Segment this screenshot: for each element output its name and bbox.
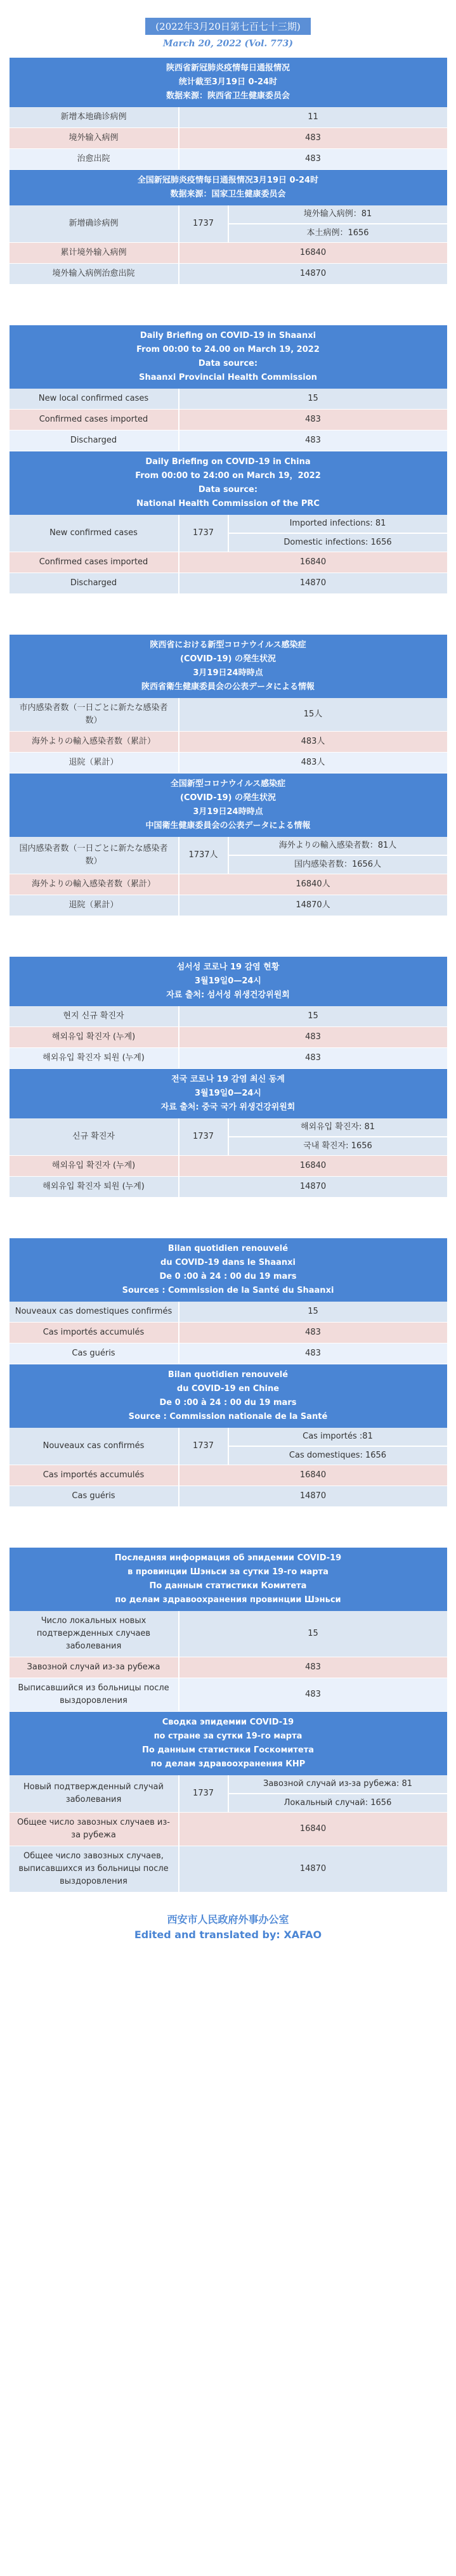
- fr-row-label: Cas importés accumulés: [42, 1328, 145, 1337]
- cn-row-value: 483: [178, 149, 447, 169]
- cn-shaanxi-title-line: 数据来源：陕西省卫生健康委员会: [166, 91, 290, 101]
- kr-new-breakdown: [228, 1118, 447, 1155]
- kr-shaanxi-title-line: 섬서성 코로나 19 감염 현황: [176, 962, 280, 972]
- cn-row-value: 16840: [178, 243, 447, 263]
- fr-shaanxi-block: [10, 1238, 447, 1364]
- fr-row-value: 14870: [178, 1486, 447, 1506]
- section-cn: [10, 58, 447, 285]
- ru-row-label: Выписавшийся из больницы после выздоровления: [18, 1683, 169, 1705]
- ru-row-value: 15: [178, 1611, 447, 1657]
- fr-china-title-line: Bilan quotidien renouvelé: [167, 1370, 289, 1380]
- kr-china-title-line: 전국 코로나 19 감염 최신 동계: [171, 1075, 285, 1084]
- en-china-block: [10, 451, 447, 594]
- cn-imported: 境外输入病例：81: [229, 205, 447, 224]
- cn-china-row: [10, 264, 447, 285]
- fr-row-label: Cas guéris: [72, 1349, 115, 1358]
- ru-china-row: [10, 1846, 447, 1893]
- section-jp: [10, 594, 447, 916]
- kr-imported: 해외유입 확진자: 81: [229, 1118, 447, 1137]
- jp-new-breakdown: [228, 837, 447, 874]
- ru-china-new-row: [10, 1775, 447, 1813]
- kr-china-header: [10, 1069, 447, 1118]
- kr-shaanxi-row: [10, 1048, 447, 1069]
- ru-row-label: Общее число завозных случаев, выписавшихся из больницы после выздоровления: [18, 1851, 169, 1886]
- ru-china-header: [10, 1712, 447, 1775]
- fr-row-value: 15: [178, 1302, 447, 1322]
- kr-row-value: 16840: [178, 1156, 447, 1176]
- en-china-title-line: National Health Commission of the PRC: [136, 499, 320, 508]
- kr-china-new-row: [10, 1118, 447, 1156]
- section-en: [10, 285, 447, 594]
- en-china-new-row: [10, 515, 447, 552]
- kr-shaanxi-title-line: 3월19일0—24시: [195, 976, 261, 986]
- ru-new-breakdown: [228, 1775, 447, 1812]
- fr-china-row: [10, 1465, 447, 1486]
- fr-china-title-line: De 0 :00 à 24 : 00 du 19 mars: [159, 1398, 297, 1408]
- kr-row-value: 483: [178, 1048, 447, 1068]
- section-fr: [10, 1198, 447, 1507]
- en-shaanxi-title-line: From 00:00 to 24.00 on March 19, 2022: [136, 345, 320, 354]
- fr-shaanxi-row: [10, 1302, 447, 1323]
- en-row-label: Discharged: [70, 436, 117, 445]
- en-new-total: 1737: [178, 515, 228, 552]
- jp-row-label: 海外よりの輸入感染者数（累計）: [31, 879, 155, 889]
- ru-china-row: [10, 1813, 447, 1846]
- kr-shaanxi-block: [10, 957, 447, 1069]
- gap-jp: [10, 594, 447, 626]
- jp-row-label: 退院（累計）: [68, 900, 119, 910]
- ru-imported: Завозной случай из-за рубежа: 81: [229, 1775, 447, 1794]
- jp-row-label: 市内感染者数（一日ごとに新たな感染者数）: [19, 703, 168, 725]
- kr-new-label: 신규 확진자: [72, 1132, 115, 1141]
- jp-imported: 海外よりの輸入感染者数：81人: [229, 837, 447, 856]
- kr-row-value: 15: [178, 1006, 447, 1026]
- kr-row-label: 해외유입 확진자 퇴원 (누계): [42, 1053, 145, 1063]
- fr-row-value: 16840: [178, 1465, 447, 1485]
- ru-row-value: 16840: [178, 1813, 447, 1846]
- fr-china-new-row: [10, 1428, 447, 1465]
- en-china-title-line: Data source:: [198, 485, 258, 495]
- fr-china-block: [10, 1364, 447, 1507]
- jp-local: 国内感染者数：1656人: [294, 860, 382, 869]
- jp-china-row: [10, 874, 447, 895]
- jp-china-title-line: 全国新型コロナウイルス感染症: [170, 779, 286, 789]
- jp-row-value: 16840人: [178, 874, 447, 895]
- fr-shaanxi-row: [10, 1323, 447, 1343]
- kr-row-label: 현지 신규 확진자: [63, 1011, 124, 1021]
- fr-china-row: [10, 1486, 447, 1507]
- jp-new-label: 国内感染者数（一日ごとに新たな感染者数）: [19, 844, 168, 866]
- cn-row-label: 境外输入病例治愈出院: [52, 269, 135, 278]
- jp-row-value: 15人: [178, 698, 447, 731]
- en-local: Domestic infections: 1656: [283, 538, 392, 547]
- en-shaanxi-block: [10, 325, 447, 451]
- kr-row-label: 해외유입 확진자 퇴원 (누계): [42, 1182, 145, 1191]
- fr-shaanxi-title-line: Sources : Commission de la Santé du Shaanxi: [122, 1286, 334, 1295]
- kr-shaanxi-header: [10, 957, 447, 1006]
- ru-shaanxi-title-line: По данным статистики Комитета: [149, 1581, 307, 1591]
- en-row-value: 16840: [178, 552, 447, 573]
- ru-shaanxi-row: [10, 1657, 447, 1678]
- fr-shaanxi-title-line: Bilan quotidien renouvelé: [167, 1244, 289, 1253]
- fr-shaanxi-title-line: du COVID-19 dans le Shaanxi: [160, 1258, 296, 1267]
- kr-china-title-line: 3월19일0—24시: [195, 1089, 261, 1098]
- jp-row-value: 14870人: [178, 895, 447, 916]
- fr-imported: Cas importés :81: [229, 1428, 447, 1447]
- cn-china-row: [10, 243, 447, 264]
- kr-shaanxi-row: [10, 1006, 447, 1027]
- cn-china-title-line: 数据来源：国家卫生健康委员会: [170, 190, 286, 199]
- jp-shaanxi-title-line: 3月19日24時時点: [193, 668, 263, 678]
- en-shaanxi-title-line: Daily Briefing on COVID-19 in Shaanxi: [140, 331, 316, 340]
- cn-new-label: 新增确诊病例: [68, 219, 119, 228]
- cn-row-value: 14870: [178, 264, 447, 284]
- kr-shaanxi-row: [10, 1027, 447, 1048]
- fr-china-title-line: du COVID-19 en Chine: [176, 1384, 280, 1394]
- fr-row-label: Nouveaux cas domestiques confirmés: [15, 1307, 173, 1316]
- jp-china-new-row: [10, 837, 447, 874]
- en-china-title-line: From 00:00 to 24:00 on March 19，2022: [135, 471, 321, 481]
- en-new-label: New confirmed cases: [49, 528, 138, 538]
- cn-shaanxi-row: [10, 107, 447, 128]
- jp-row-value: 483人: [178, 753, 447, 773]
- jp-shaanxi-row: [10, 732, 447, 753]
- en-shaanxi-header: [10, 325, 447, 389]
- kr-row-value: 483: [178, 1027, 447, 1047]
- jp-row-value: 483人: [178, 732, 447, 752]
- section-kr: [10, 916, 447, 1198]
- jp-shaanxi-title-line: (COVID-19) の発生状況: [179, 654, 277, 664]
- cn-row-label: 境外输入病例: [68, 133, 119, 143]
- cn-shaanxi-header: [10, 58, 447, 107]
- cn-shaanxi-row: [10, 149, 447, 170]
- en-imported: Imported infections: 81: [229, 515, 447, 534]
- fr-china-header: [10, 1364, 447, 1428]
- section-ru: [10, 1507, 447, 1893]
- cn-shaanxi-title-line: 统计截至3月19日 0-24时: [178, 77, 278, 87]
- en-new-breakdown: [228, 515, 447, 552]
- en-china-row: [10, 573, 447, 594]
- ru-shaanxi-block: [10, 1548, 447, 1712]
- fr-china-title-line: Source : Commission nationale de la Santé: [128, 1412, 328, 1421]
- ru-row-label: Число локальных новых подтвержденных случаев заболевания: [36, 1616, 151, 1651]
- cn-row-label: 累计境外输入病例: [60, 248, 127, 257]
- ru-shaanxi-title-line: Последняя информация об эпидемии COVID-19: [114, 1553, 342, 1563]
- ru-china-block: [10, 1712, 447, 1893]
- issue-label: (2022年3月20日第七百七十三期): [145, 18, 311, 35]
- en-row-label: New local confirmed cases: [38, 394, 149, 403]
- issue-date: March 20, 2022 (Vol. 773): [162, 39, 294, 49]
- en-row-value: 483: [178, 430, 447, 451]
- jp-china-title-line: (COVID-19) の発生状況: [179, 793, 277, 803]
- cn-china-header: [10, 170, 447, 205]
- jp-china-block: [10, 773, 447, 916]
- footer: [0, 1912, 456, 1953]
- jp-shaanxi-title-line: 陝西省衛生健康委員会の公表データによる情報: [141, 682, 315, 692]
- cn-china-block: [10, 170, 447, 285]
- en-row-value: 483: [178, 410, 447, 430]
- kr-shaanxi-title-line: 자료 출처: 섬서성 위생건강위원회: [166, 990, 290, 1000]
- fr-row-value: 483: [178, 1323, 447, 1343]
- en-row-value: 15: [178, 389, 447, 409]
- en-shaanxi-row: [10, 389, 447, 410]
- en-shaanxi-row: [10, 430, 447, 451]
- fr-row-label: Cas guéris: [72, 1491, 115, 1501]
- ru-row-value: 483: [178, 1657, 447, 1678]
- gap-ru: [10, 1507, 447, 1539]
- en-row-value: 14870: [178, 573, 447, 593]
- kr-row-value: 14870: [178, 1177, 447, 1197]
- kr-china-row: [10, 1177, 447, 1198]
- gap-kr: [10, 916, 447, 948]
- kr-new-total: 1737: [178, 1118, 228, 1155]
- fr-shaanxi-header: [10, 1238, 447, 1302]
- ru-local: Локальный случай: 1656: [283, 1798, 392, 1808]
- ru-china-title-line: Сводка эпидемии COVID-19: [162, 1718, 294, 1727]
- ru-shaanxi-row: [10, 1678, 447, 1712]
- kr-china-title-line: 자료 출처: 중국 국가 위생건강위원회: [160, 1103, 296, 1112]
- ru-china-title-line: По данным статистики Госкомитета: [141, 1745, 314, 1755]
- jp-new-total: 1737人: [178, 837, 228, 874]
- cn-new-breakdown: [228, 205, 447, 242]
- ru-shaanxi-title-line: по делам здравоохранения провинции Шэньси: [115, 1595, 341, 1605]
- en-china-row: [10, 552, 447, 573]
- ru-china-title-line: по делам здравоохранения КНР: [150, 1759, 306, 1769]
- kr-china-row: [10, 1156, 447, 1177]
- fr-new-total: 1737: [178, 1428, 228, 1465]
- sections: [0, 58, 456, 1893]
- kr-row-label: 해외유입 확진자 (누계): [51, 1032, 136, 1042]
- fr-shaanxi-row: [10, 1343, 447, 1364]
- ru-row-value: 14870: [178, 1846, 447, 1892]
- jp-row-label: 退院（累計）: [68, 758, 119, 767]
- cn-row-label: 治愈出院: [77, 154, 110, 164]
- en-row-label: Confirmed cases imported: [39, 557, 148, 567]
- en-shaanxi-row: [10, 410, 447, 430]
- cn-row-label: 新增本地确诊病例: [60, 112, 127, 122]
- jp-china-row: [10, 895, 447, 916]
- en-shaanxi-title-line: Data source:: [198, 359, 258, 368]
- ru-new-total: 1737: [178, 1775, 228, 1812]
- gap-fr: [10, 1198, 447, 1229]
- fr-new-breakdown: [228, 1428, 447, 1465]
- cn-row-value: 483: [178, 128, 447, 148]
- jp-row-label: 海外よりの輸入感染者数（累計）: [31, 737, 155, 746]
- ru-shaanxi-header: [10, 1548, 447, 1611]
- jp-china-title-line: 中国衛生健康委員会の公表データによる情報: [145, 821, 311, 831]
- fr-row-label: Cas importés accumulés: [42, 1470, 145, 1480]
- jp-china-title-line: 3月19日24時時点: [193, 807, 263, 817]
- jp-shaanxi-header: [10, 635, 447, 698]
- en-shaanxi-title-line: Shaanxi Provincial Health Commission: [139, 373, 317, 382]
- cn-row-value: 11: [178, 107, 447, 127]
- cn-new-total: 1737: [178, 205, 228, 242]
- fr-local: Cas domestiques: 1656: [289, 1451, 387, 1460]
- cn-local: 本土病例：1656: [306, 228, 369, 238]
- cn-shaanxi-block: [10, 58, 447, 170]
- jp-shaanxi-title-line: 陝西省における新型コロナウイルス感染症: [150, 640, 306, 650]
- en-china-title-line: Daily Briefing on COVID-19 in China: [145, 457, 311, 467]
- cn-china-title-line: 全国新冠肺炎疫情每日通报情况3月19日 0-24时: [137, 176, 319, 185]
- cn-china-new-row: [10, 205, 447, 243]
- en-row-label: Confirmed cases imported: [39, 415, 148, 424]
- footer-office: 西安市人民政府外事办公室: [167, 1913, 289, 1926]
- fr-new-label: Nouveaux cas confirmés: [42, 1441, 145, 1451]
- footer-credit: Edited and translated by: XAFAO: [134, 1929, 322, 1941]
- en-row-label: Discharged: [70, 578, 117, 588]
- ru-shaanxi-row: [10, 1611, 447, 1657]
- jp-shaanxi-row: [10, 698, 447, 732]
- kr-row-label: 해외유입 확진자 (누계): [51, 1161, 136, 1170]
- ru-china-title-line: по стране за сутки 19-го марта: [153, 1731, 303, 1741]
- ru-row-label: Завозной случай из-за рубежа: [27, 1662, 160, 1672]
- cn-shaanxi-row: [10, 128, 447, 149]
- fr-row-value: 483: [178, 1343, 447, 1364]
- en-china-header: [10, 451, 447, 515]
- cn-shaanxi-title-line: 陕西省新冠肺炎疫情每日通报情况: [166, 63, 290, 73]
- issue-header: [0, 18, 456, 49]
- gap-en: [10, 285, 447, 316]
- kr-china-block: [10, 1069, 447, 1198]
- jp-shaanxi-row: [10, 753, 447, 773]
- fr-shaanxi-title-line: De 0 :00 à 24 : 00 du 19 mars: [159, 1272, 297, 1281]
- jp-china-header: [10, 773, 447, 837]
- ru-shaanxi-title-line: в провинции Шэньси за сутки 19-го марта: [127, 1567, 329, 1577]
- ru-row-value: 483: [178, 1678, 447, 1711]
- ru-row-label: Общее число завозных случаев из-за рубежа: [17, 1818, 170, 1840]
- ru-new-label: Новый подтвержденный случай заболевания: [23, 1782, 164, 1804]
- kr-local: 국내 확진자: 1656: [303, 1141, 372, 1151]
- jp-shaanxi-block: [10, 635, 447, 773]
